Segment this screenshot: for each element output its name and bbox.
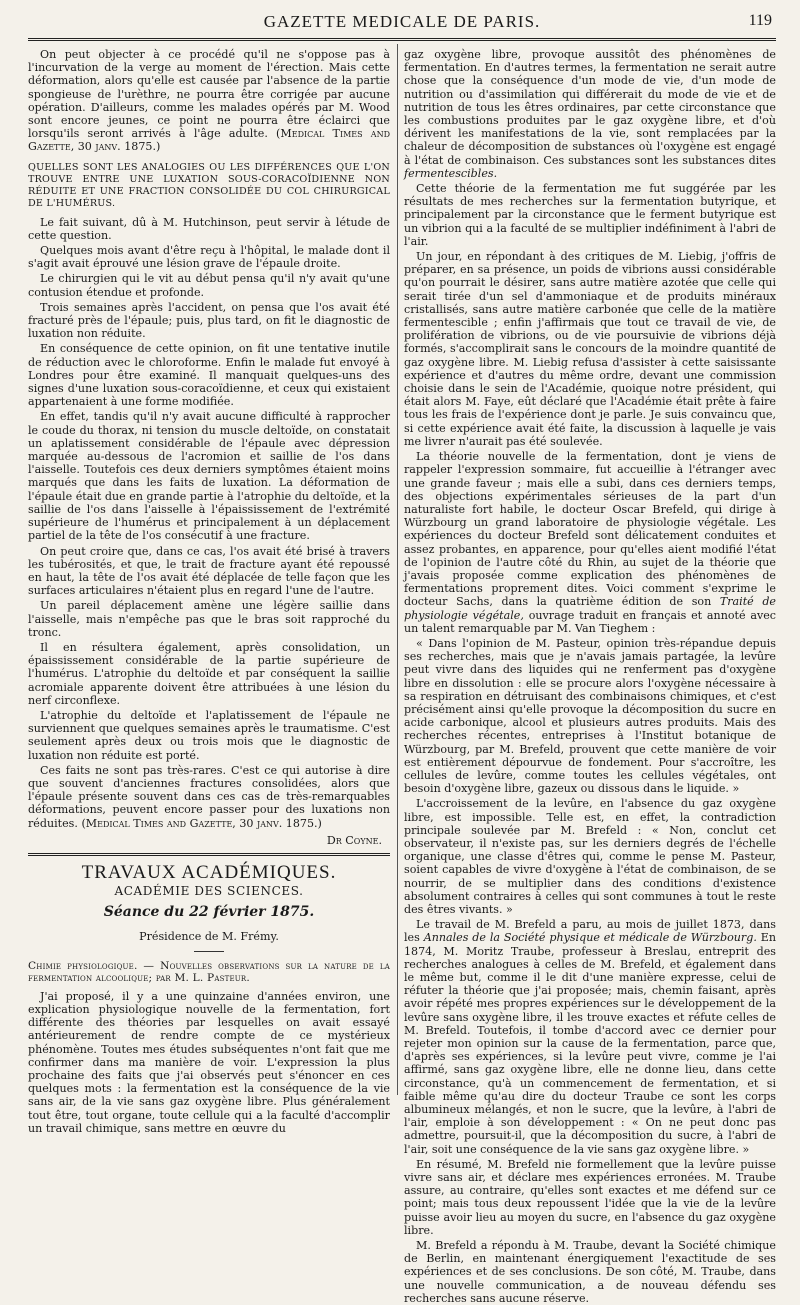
left-column [28, 48, 390, 1135]
source-citation: (Medical Times and Gazette, 30 janv. 1875.) [28, 127, 390, 154]
paragraph: Le chirurgien qui le vit au début pensa qu'il n'y avait qu'une contusion étendue et profonde. [28, 272, 390, 299]
source-citation: (Medical Times and Gazette, 30 janv. 1875.) [81, 816, 322, 830]
academy-name: ACADÉMIE DES SCIENCES. [114, 884, 304, 899]
paragraph: Cette théorie de la fermentation me fut suggérée par les résultats de mes recherches sur la fermentation butyrique, et principalement par la circonstance que le ferment butyrique est un vibrion qui a la faculté de se multiplier indéfiniment à l'abri de l'air. [404, 182, 776, 248]
paragraph: En conséquence de cette opinion, on fit une tentative inutile de réduction avec le chloroforme. Enfin le malade fut envoyé à Londres pour être examiné. Il manquait quelques-uns des signes d'une luxation sous-coracoïdienne, et ceux qui existaient appartenaient à une forme modifiée. [28, 342, 390, 409]
paragraph: Trois semaines après l'accident, on pensa que l'os avait été fracturé près de l'épaule; puis, plus tard, on fit le diagnostic de luxation non réduite. [28, 300, 390, 341]
paragraph-text: En 1874, M. Moritz Traube, professeur à Breslau, entreprit des recherches analogues à celles de M. Brefeld, et également dans le même but, comme il le dit d'une manière expresse, celui de réfuter la théorie que j'ai proposée; mais, chemin faisant, après avoir répété mes propres expériences sur le développement de la levûre sans oxygène libre, il les trouve exactes et réfute celles de M. Brefeld. Toutefois, il tombe d'accord avec ce dernier pour rejeter mon opinion sur la cause de la fermentation, parce que, d'après ses expériences, si la levûre peut vivre, comme je l'ai affirmé, sans gaz oxygène libre, elle ne donne lieu, dans cette circonstance, qu'à un commencement de fermentation, et si faible même qu'au dire du docteur Traube ce sont les corps albumineux mélangés, et non le sucre, que la levûre, à l'abri de l'air, emploie à son développement : « On ne peut donc pas admettre, poursuit-il, que la décomposition du sucre, à l'abri de l'air, soit une conséquence de la vie sans gaz oxygène libre. » [404, 931, 776, 1156]
paragraph-text: Ces faits ne sont pas très-rares. C'est ce qui autorise à dire que souvent d'anciennes fractures consolidées, alors que l'épaule présente souvent dans ces cas de très-remarquables déformations, peuvent encore passer pour des luxations non réduites. [28, 763, 390, 830]
paragraph: On peut croire que, dans ce cas, l'os avait été brisé à travers les tubérosités, et que, le trait de fracture ayant été repoussé en haut, la tête de l'os avait été déplacée de telle façon que les surfaces articulaires n'étaient plus en regard l'une de l'autre. [28, 544, 390, 598]
journal-reference: Annales de la Société physique et médicale de Würzbourg. [423, 931, 757, 945]
page-number: 119 [748, 12, 772, 29]
paragraph-text: ouvrage traduit en français et annoté avec un talent remarquable par M. Van Tieghem : [404, 608, 776, 635]
running-header [28, 12, 776, 41]
author-signature: Dr Coyne. [326, 833, 382, 847]
paragraph [404, 48, 776, 180]
paragraph: En effet, tandis qu'il n'y avait aucune difficulté à rapprocher le coude du thorax, ni tension du muscle deltoïde, on constatait un aplatissement considérable de l'épaule avec dépression marquée au-dessous de l'acromion et saillie de l'os dans l'aisselle. Toutefois ces deux derniers symptômes étaient moins marqués que dans les faits de luxation. La déformation de l'épaule était due en grande partie à l'atrophie du deltoïde, et la saillie de l'os dans l'aisselle à l'épaississement de l'extrémité supérieure de l'humérus et principalement à un déplacement partiel de la tête de l'os consécutif à une fracture. [28, 410, 390, 543]
right-column [404, 48, 776, 1305]
paragraph [404, 918, 776, 1156]
paragraph: Le fait suivant, dû à M. Hutchinson, peut servir à létude de cette question. [28, 215, 390, 242]
paragraph: Un pareil déplacement amène une légère saillie dans l'aisselle, mais n'empêche pas que le bras soit rapproché du tronc. [28, 599, 390, 639]
quotation: « Dans l'opinion de M. Pasteur, opinion très-répandue depuis ses recherches, mais que je n'avais jamais partagée, la levûre peut vivre dans des liquides qui ne renferment pas d'oxygène libre en dissolution : elle se procure alors l'oxygène nécessaire à sa respiration en détruisant des combinaisons chimiques, et c'est précisément ainsi qu'elle provoque la décomposition du sucre en acide carbonique, alcool et plusieurs autres produits. Mais des recherches récentes, entreprises à l'Institut botanique de Würzbourg, par M. Brefeld, prouvent que cette manière de voir est entièrement dépourvue de fondement. Pour s'accroître, les cellules de levûre, comme toutes les cellules végétales, ont besoin d'oxygène libre, gazeux ou dissous dans le liquide. » [404, 636, 776, 796]
paragraph: J'ai proposé, il y a une quinzaine d'années environ, une explication physiologique nouvelle de la fermentation, fort différente des théories par lesquelles on avait essayé antérieurement de rendre compte de ce mystérieux phénomène. Toutes mes études subséquentes n'ont fait que me confirmer dans ma manière de voir. L'expression la plus prochaine des faits que j'ai observés peut s'énoncer en ces quelques mots : la fermentation est la conséquence de la vie sans air, de la vie sans gaz oxygène libre. Plus généralement tout être, tout organe, toute cellule qui a la faculté d'accomplir un travail chimique, sans mettre en œuvre du [28, 989, 390, 1135]
book-title: Traité de physiologie végétale, [404, 595, 776, 622]
paragraph: En résumé, M. Brefeld nie formellement que la levûre puisse vivre sans air, et déclare mes expériences erronées. M. Traube assure, au contraire, qu'elles sont exactes et me défend sur ce point; mais tous deux repoussent l'idée que la vie de la levûre puisse avoir lieu au moyen du sucre, en l'absence du gaz oxygène libre. [404, 1157, 776, 1237]
paragraph: M. Brefeld a répondu à M. Traube, devant la Société chimique de Berlin, en maintenant énergiquement l'exactitude de ses expériences et de ses conclusions. De son côté, M. Traube, dans une nouvelle communication, a de nouveau défendu ses recherches sans aucune réserve. [404, 1239, 776, 1305]
paragraph [28, 48, 390, 154]
small-divider [194, 951, 224, 952]
italic-term: fermentescibles. [404, 166, 498, 180]
paragraph-text: gaz oxygène libre, provoque aussitôt des phénomènes de fermentation. En d'autres termes, la fermentation ne serait autre chose que la conséquence d'un mode de vie, d'un mode de nutrition ou d'assimilation qui différerait du mode de vie et de nutrition de tous les êtres ordinaires, par cette circonstance que les combustions produites par le gaz oxygène libre, et d'où dérivent les manifestations de la vie, sont remplacées par la chaleur de décomposition de substances où l'oxygène est engagé à l'état de combinaison. Ces substances sont les substances dites [404, 48, 776, 167]
paragraph: Il en résultera également, après consolidation, un épaississement considérable de la partie supérieure de l'humérus. L'atrophie du deltoïde et par conséquent la saillie acromiale apparente doivent être attribuées à une lésion du nerf circonflexe. [28, 640, 390, 707]
section-divider [28, 853, 390, 856]
paragraph-text: Le travail de M. Brefeld a paru, au mois de juillet 1873, dans les [404, 918, 776, 945]
paragraph [28, 764, 390, 830]
paragraph [404, 450, 776, 635]
column-rule [397, 44, 398, 1095]
section-heading: QUELLES SONT LES ANALOGIES OU LES DIFFÉRENCES QUE L'ON TROUVE ENTRE UNE LUXATION SOUS-CORACOÏDIENNE NON RÉDUITE ET UNE FRACTION CONSOLIDÉE DU COL CHIRURGICAL DE L'HUMÉRUS. [28, 161, 390, 209]
paragraph: Quelques mois avant d'être reçu à l'hôpital, le malade dont il s'agit avait éprouvé une lésion grave de l'épaule droite. [28, 244, 390, 271]
paragraph-text: La théorie nouvelle de la fermentation, dont je viens de rappeler l'expression sommaire, fut accueillie à l'étranger avec une grande faveur ; mais elle a subi, dans ces derniers temps, des objections expérimentales sérieuses de la part d'un naturaliste fort habile, le docteur Oscar Brefeld, qui dirige à Würzbourg un grand laboratoire de physiologie végétale. Les expériences du docteur Brefeld sont délicatement conduites et assez probantes, en apparence, pour qu'elles aient modifié l'état de l'opinion de l'autre côté du Rhin, au sujet de la théorie que j'avais proposée comme explication des phénomènes de fermentations proprement dites. Voici comment s'exprime le docteur Sachs, dans la quatrième édition de son [404, 450, 776, 609]
presidency: Présidence de M. Frémy. [139, 929, 279, 943]
section-title: TRAVAUX ACADÉMIQUES. [81, 861, 337, 883]
journal-title: GAZETTE MEDICALE DE PARIS. [263, 12, 541, 31]
paragraph: L'atrophie du deltoïde et l'aplatissement de l'épaule ne surviennent que quelques semaines après le traumatisme. C'est seulement après deux ou trois mois que le diagnostic de luxation non réduite est porté. [28, 708, 390, 762]
paragraph-text: On peut objecter à ce procédé qu'il ne s'oppose pas à l'incurvation de la verge au moment de l'érection. Mais cette déformation, alors qu'elle est causée par l'absence de la partie spongieuse de l'urèthre, ne pourra être corrigée par aucune opération. D'ailleurs, comme les malades opérés par M. Wood sont encore jeunes, ce point ne pourra être éclairci que lorsqu'ils seront arrivés à l'âge adulte. [28, 48, 390, 141]
article-heading: Chimie physiologique. — Nouvelles observations sur la nature de la fermentation alcoolique; par M. L. Pasteur. [28, 959, 390, 984]
paragraph: Un jour, en répondant à des critiques de M. Liebig, j'offris de préparer, en sa présence, un poids de vibrions aussi considérable qu'on pourrait le désirer, sans autre matière azotée que celle qui serait tirée d'un sel d'ammoniaque et de produits minéraux cristallisés, sans autre matière carbonée que celle de la matière fermentescible ; enfin j'affirmais que tout ce travail de vie, de prolifération de vibrions, ou de vie poursuivie de vibrions déjà formés, s'accomplirait sans le concours de la moindre quantité de gaz oxygène libre. M. Liebig refusa d'assister à cette saisissante expérience et d'autres du même ordre, devant une commission choisie dans le sein de l'Académie, quoique notre président, qui était alors M. Faye, eût déclaré que l'Académie était prête à faire tous les frais de l'expérience dont je parle. Je suis convaincu que, si cette expérience avait été faite, la discussion à laquelle je vais me livrer n'aurait pas été soulevée. [404, 250, 776, 448]
paragraph: L'accroissement de la levûre, en l'absence du gaz oxygène libre, est impossible. Telle est, en effet, la contradiction principale soulevée par M. Brefeld : « Non, conclut cet observateur, il n'existe pas, sur les derniers degrés de l'échelle organique, une classe d'êtres qui, comme le pense M. Pasteur, soient capables de vivre d'oxygène à l'état de combinaison, de se nourrir, de se multiplier dans des conditions d'existence absolument contraires à celles qui sont communes à tout le reste des êtres vivants. » [404, 797, 776, 916]
session-date: Séance du 22 février 1875. [103, 904, 315, 921]
